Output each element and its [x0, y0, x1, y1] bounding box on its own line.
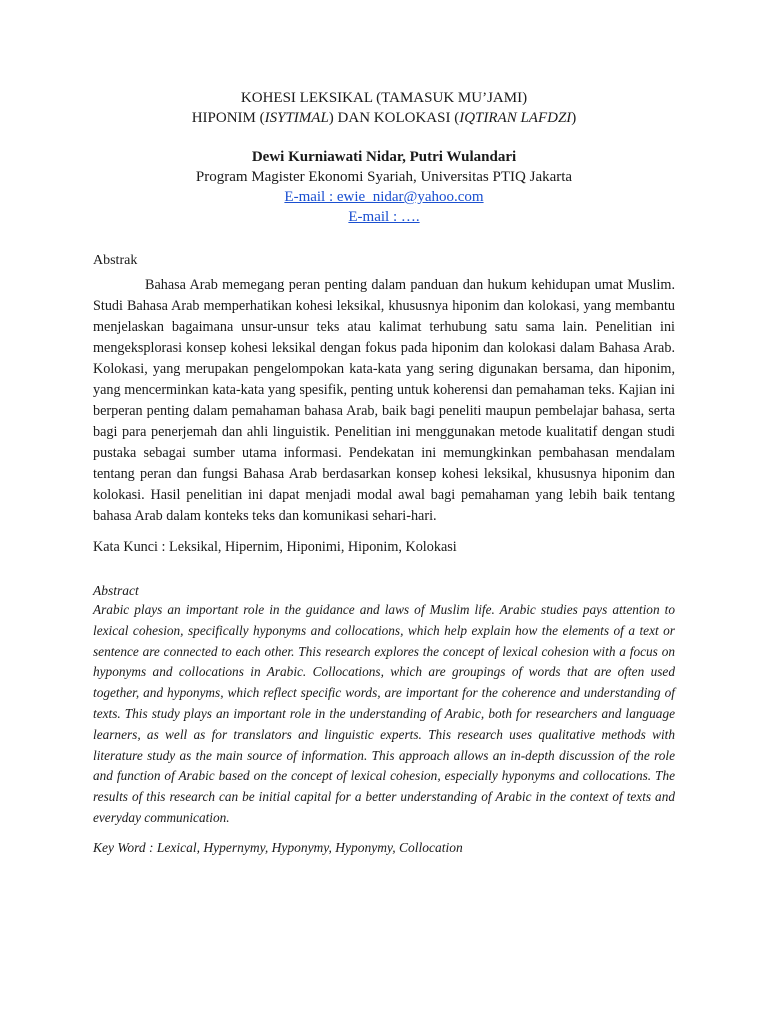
title-line-1: KOHESI LEKSIKAL (TAMASUK MU’JAMI)	[240, 90, 528, 106]
abstrak-heading: Abstrak	[93, 253, 138, 268]
abstract-body: Arabic plays an important role in the guidance and laws of Muslim life. Arabic studies pays attention to lexical cohesion, specifically hyponyms and collocations, which help explain how the elements of a text or sentence are connected to each other. This research explores the concept of lexical cohesion with a focus on hyponyms and collocations in Arabic. Collocations, which are groupings of words that are often used together, and hyponyms, which reflect specific words, are important for the coherence and understanding of texts. This study plays an important role in the understanding of Arabic, both for researchers and language learners, as well as for translators and linguistic experts. This research uses qualitative methods with literature study as the main source of information. This approach allows an in-depth discussion of the role and function of Arabic based on the concept of lexical cohesion, especially hyponyms and collocations. The results of this research can be initial capital for a better understanding of Arabic in the context of texts and everyday communication.	[93, 602, 675, 825]
abstract-heading: Abstract	[93, 583, 139, 598]
title-line-2-part-c: ) DAN KOLOKASI (	[328, 110, 460, 126]
paper-title	[93, 88, 675, 128]
paper-page	[93, 88, 675, 858]
key-words: Key Word : Lexical, Hypernymy, Hyponymy, Hyponymy, Collocation	[93, 839, 463, 855]
abstrak-body: Bahasa Arab memegang peran penting dalam panduan dan hukum kehidupan umat Muslim. Studi Bahasa Arab memperhatikan kohesi leksikal, khususnya hiponim dan kolokasi, yang membantu menjelaskan bagaimana unsur-unsur teks atau kalimat terhubung satu sama lain. Penelitian ini mengeksplorasi konsep kohesi leksikal dengan fokus pada hiponim dan kolokasi dalam Bahasa Arab. Kolokasi, yang merupakan pengelompokan kata-kata yang sering digunakan bersama, dan hiponim, yang mencerminkan kata-kata yang spesifik, penting untuk koherensi dan pemahaman teks. Kajian ini berperan penting dalam pemahaman bahasa Arab, baik bagi peneliti maupun pembelajar bahasa, serta bagi para penerjemah dan ahli linguistik. Penelitian ini menggunakan metode kualitatif dengan studi pustaka sebagai sumber utama informasi. Pendekatan ini memungkinkan pembahasan mendalam tentang peran dan fungsi Bahasa Arab berdasarkan konsep kohesi leksikal, khususnya hiponim dan kolokasi. Hasil penelitian ini dapat menjadi modal awal bagi pemahaman yang lebih baik tentang bahasa Arab dalam konteks teks dan komunikasi sehari-hari.	[93, 277, 675, 524]
kata-kunci: Kata Kunci : Leksikal, Hipernim, Hiponimi, Hiponim, Kolokasi	[93, 539, 457, 555]
author-names: Dewi Kurniawati Nidar, Putri Wulandari	[251, 149, 517, 165]
email-link-2[interactable]: E-mail : ….	[348, 209, 420, 225]
author-affiliation: Program Magister Ekonomi Syariah, Universitas PTIQ Jakarta	[195, 169, 573, 185]
email-link-1[interactable]: E-mail : ewie_nidar@yahoo.com	[284, 189, 484, 205]
author-block	[93, 147, 675, 227]
title-line-2-part-a: HIPONIM (	[191, 110, 265, 126]
title-line-2-part-e: )	[571, 110, 577, 126]
title-term-isytimal: ISYTIMAL	[264, 110, 329, 126]
title-term-iqtiran-lafdzi: IQTIRAN LAFDZI	[459, 110, 572, 126]
title-line-2	[93, 108, 675, 128]
